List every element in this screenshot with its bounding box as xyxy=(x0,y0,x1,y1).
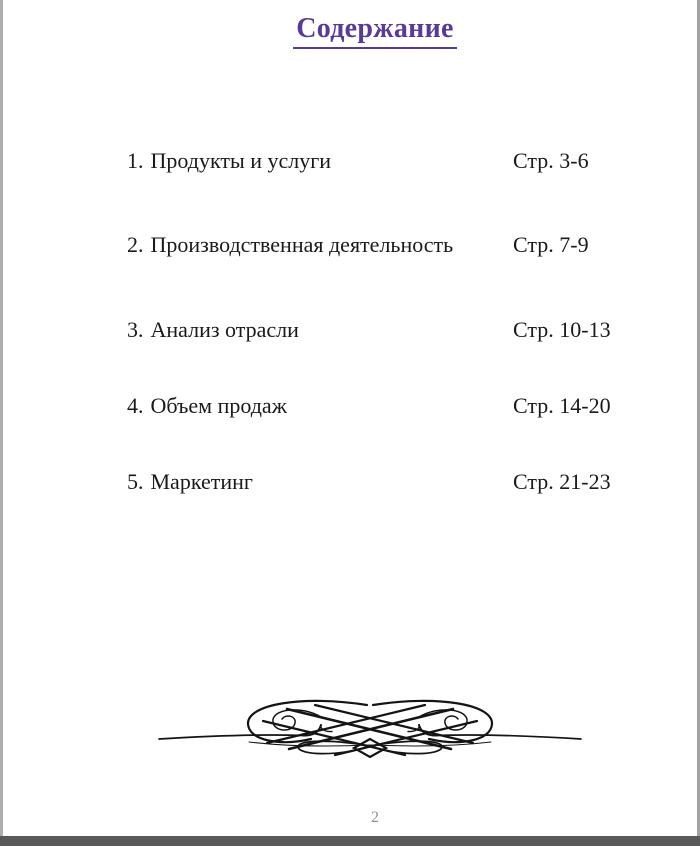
toc-item-title: Продукты и услуги xyxy=(150,148,332,173)
toc-row xyxy=(127,393,623,419)
toc-row xyxy=(127,317,623,343)
toc-item-title: Производственная деятельность xyxy=(150,232,454,257)
toc-row xyxy=(127,232,623,258)
toc-item-title: Объем продаж xyxy=(150,393,287,418)
flourish-divider-icon xyxy=(153,696,589,758)
toc-item-pages: Стр. 3-6 xyxy=(513,148,589,173)
page-edge-left xyxy=(0,0,3,846)
toc-item-title: Анализ отрасли xyxy=(150,317,299,342)
toc-item-number: 3. xyxy=(127,317,144,342)
toc-item-number: 4. xyxy=(127,393,144,418)
toc-item-pages: Стр. 10-13 xyxy=(513,317,611,342)
toc-item-number: 2. xyxy=(127,232,144,257)
page-edge-bottom xyxy=(0,836,700,846)
toc-item-title: Маркетинг xyxy=(150,469,253,494)
page-title: Содержание xyxy=(293,13,457,49)
page-number: 2 xyxy=(371,809,379,826)
toc-item-pages: Стр. 21-23 xyxy=(513,469,611,494)
toc-row xyxy=(127,469,623,495)
toc-item-number: 5. xyxy=(127,469,144,494)
toc-item-pages: Стр. 14-20 xyxy=(513,393,611,418)
toc-row xyxy=(127,148,623,174)
page-header xyxy=(127,13,623,49)
toc-item-number: 1. xyxy=(127,148,144,173)
toc-item-pages: Стр. 7-9 xyxy=(513,232,589,257)
